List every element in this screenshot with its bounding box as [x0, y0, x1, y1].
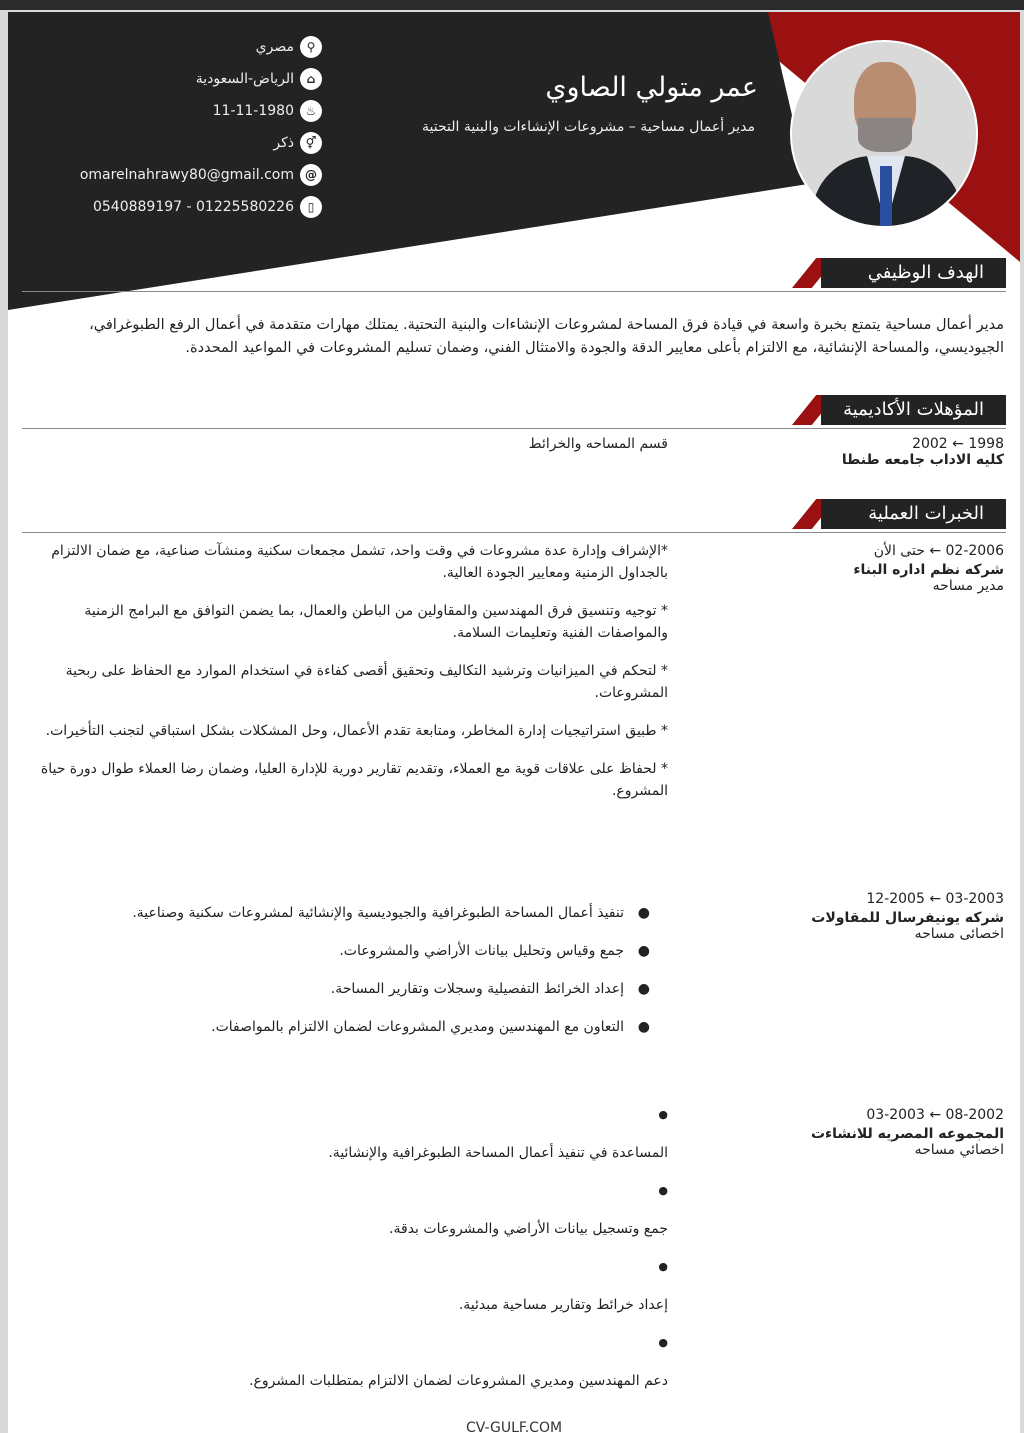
responsibility-item: * طبيق استراتيجيات إدارة المخاطر، ومتابعة تقدم الأعمال، وحل المشكلات بشكل استباقي لتجنب التأخيرات.	[45, 723, 668, 739]
education-entry	[804, 436, 1004, 468]
department: قسم المساحه والخرائط	[528, 436, 668, 452]
responsibility-item: *الإشراف وإدارة عدة مشروعات في وقت واحد، تشمل مجمعات سكنية ومنشآت صناعية، مع ضمان الالتزام بالجداول الزمنية ومعايير الجودة العالية.	[51, 543, 668, 581]
arrow-icon: ←	[952, 436, 964, 452]
date-to: حتى الأن	[873, 543, 925, 559]
responsibility-item: ● تنفيذ أعمال المساحة الطبوغرافية والجيوديسية والإنشائية لمشروعات سكنية وصناعية.	[30, 902, 650, 924]
job-meta	[804, 540, 1004, 594]
birthday-cake-icon: ♨	[300, 100, 322, 122]
bullet-icon: ●	[658, 1336, 668, 1349]
cv-page	[8, 12, 1020, 1433]
responsibility-item: * لحفاظ على علاقات قوية مع العملاء، وتقديم تقارير دورية للإدارة العليا، وضمان رضا العملاء طوال دورة حياة المشروع.	[40, 761, 668, 799]
arrow-icon: ←	[929, 543, 942, 559]
date-to: 03-2003	[866, 1107, 925, 1123]
contact-item	[196, 68, 322, 90]
candidate-title: مدير أعمال مساحية – مشروعات الإنشاءات والبنية التحتية	[422, 119, 755, 135]
job-meta	[804, 888, 1004, 942]
date-from: 08-2002	[945, 1107, 1004, 1123]
location-icon: ⚲	[300, 36, 322, 58]
bullet-icon: ●	[658, 1108, 668, 1121]
section-heading: المؤهلات الأكاديمية	[821, 395, 1006, 425]
institution: كليه الاداب جامعه طنطا	[841, 452, 1004, 468]
date-from: 1998	[968, 436, 1004, 452]
job-role: اخصائى مساحه	[914, 926, 1004, 942]
section-objective	[22, 258, 1006, 292]
contact-item	[273, 132, 322, 154]
job-role: اخصائي مساحه	[914, 1142, 1004, 1158]
responsibility-item: ● إعداد خرائط وتقارير مساحية مبدئية.	[18, 1256, 668, 1332]
gender-icon: ⚥	[300, 132, 322, 154]
job-responsibilities	[18, 1104, 668, 1408]
contact-item	[93, 196, 322, 218]
responsibility-item: * لتحكم في الميزانيات وترشيد التكاليف وتحقيق أقصى كفاءة في استخدام الموارد مع الحفاظ على ربحية المشروعات.	[65, 663, 668, 701]
responsibility-item: ● التعاون مع المهندسين ومديري المشروعات لضمان الالتزام بالمواصفات.	[30, 1016, 650, 1038]
job-responsibilities	[18, 540, 668, 818]
contact-text: ذكر	[273, 135, 294, 151]
contact-text: 0540889197 - 01225580226	[92, 199, 294, 215]
date-to: 12-2005	[866, 891, 925, 907]
footer-watermark: CV-GULF.COM	[465, 1420, 563, 1433]
bullet-icon: ●	[637, 981, 650, 997]
responsibility-item: ● جمع وتسجيل بيانات الأراضي والمشروعات بدقة.	[18, 1180, 668, 1256]
arrow-icon: ←	[929, 1107, 942, 1123]
job-role: مدير مساحه	[932, 578, 1004, 594]
phone-icon: ▯	[300, 196, 322, 218]
section-education	[22, 395, 1006, 429]
job-responsibilities	[30, 902, 650, 1054]
company-name: شركه نظم اداره البناء	[853, 562, 1004, 578]
company-name: شركه يونيفرسال للمقاولات	[811, 910, 1004, 926]
home-icon: ⌂	[300, 68, 322, 90]
date-from: 02-2006	[945, 543, 1004, 559]
section-heading: الخبرات العملية	[821, 499, 1006, 529]
contact-item	[213, 100, 322, 122]
responsibility-item: ● جمع وقياس وتحليل بيانات الأراضي والمشروعات.	[30, 940, 650, 962]
section-heading: الهدف الوظيفي	[821, 258, 1006, 288]
contact-item	[80, 164, 322, 186]
top-bar	[0, 0, 1024, 10]
bullet-icon: ●	[637, 905, 650, 921]
profile-photo	[790, 40, 978, 228]
contact-item	[256, 36, 322, 58]
job-meta	[804, 1104, 1004, 1158]
bullet-icon: ●	[637, 1019, 650, 1035]
contact-text: مصري	[255, 39, 294, 55]
date-to: 2002	[912, 436, 948, 452]
contact-text: omarelnahrawy80@gmail.com	[79, 167, 294, 183]
responsibility-item: ● دعم المهندسين ومديري المشروعات لضمان الالتزام بمتطلبات المشروع.	[18, 1332, 668, 1408]
email-icon: @	[300, 164, 322, 186]
contact-text: الرياض-السعودية	[195, 71, 294, 87]
responsibility-item: ● إعداد الخرائط التفصيلية وسجلات وتقارير المساحة.	[30, 978, 650, 1000]
arrow-icon: ←	[929, 891, 942, 907]
responsibility-item: ● المساعدة في تنفيذ أعمال المساحة الطبوغرافية والإنشائية.	[18, 1104, 668, 1180]
company-name: المجموعه المصريه للانشاءت	[810, 1126, 1004, 1142]
section-experience	[22, 499, 1006, 533]
candidate-name: عمر متولي الصاوي	[545, 72, 758, 103]
objective-text: مدير أعمال مساحية يتمتع بخبرة واسعة في قيادة فرق المساحة لمشروعات الإنشاءات والبنية التحتية. يمتلك مهارات متقدمة في أعمال الرفع الطبوغرافي، الجيوديسي، والمساحة الإنشائية، مع الالتزام بأعلى معايير الدقة والجودة والامتثال الفني، وضمان تسليم المشروعات في المواعيد المحددة.	[89, 317, 1004, 356]
bullet-icon: ●	[637, 943, 650, 959]
contact-text: 11-11-1980	[212, 103, 294, 119]
date-from: 03-2003	[945, 891, 1004, 907]
bullet-icon: ●	[658, 1260, 668, 1273]
responsibility-item: * توجيه وتنسيق فرق المهندسين والمقاولين من الباطن والعمال، بما يضمن التوافق مع البرامج الزمنية والمواصفات الفنية وتعليمات السلامة.	[84, 603, 668, 641]
bullet-icon: ●	[658, 1184, 668, 1197]
